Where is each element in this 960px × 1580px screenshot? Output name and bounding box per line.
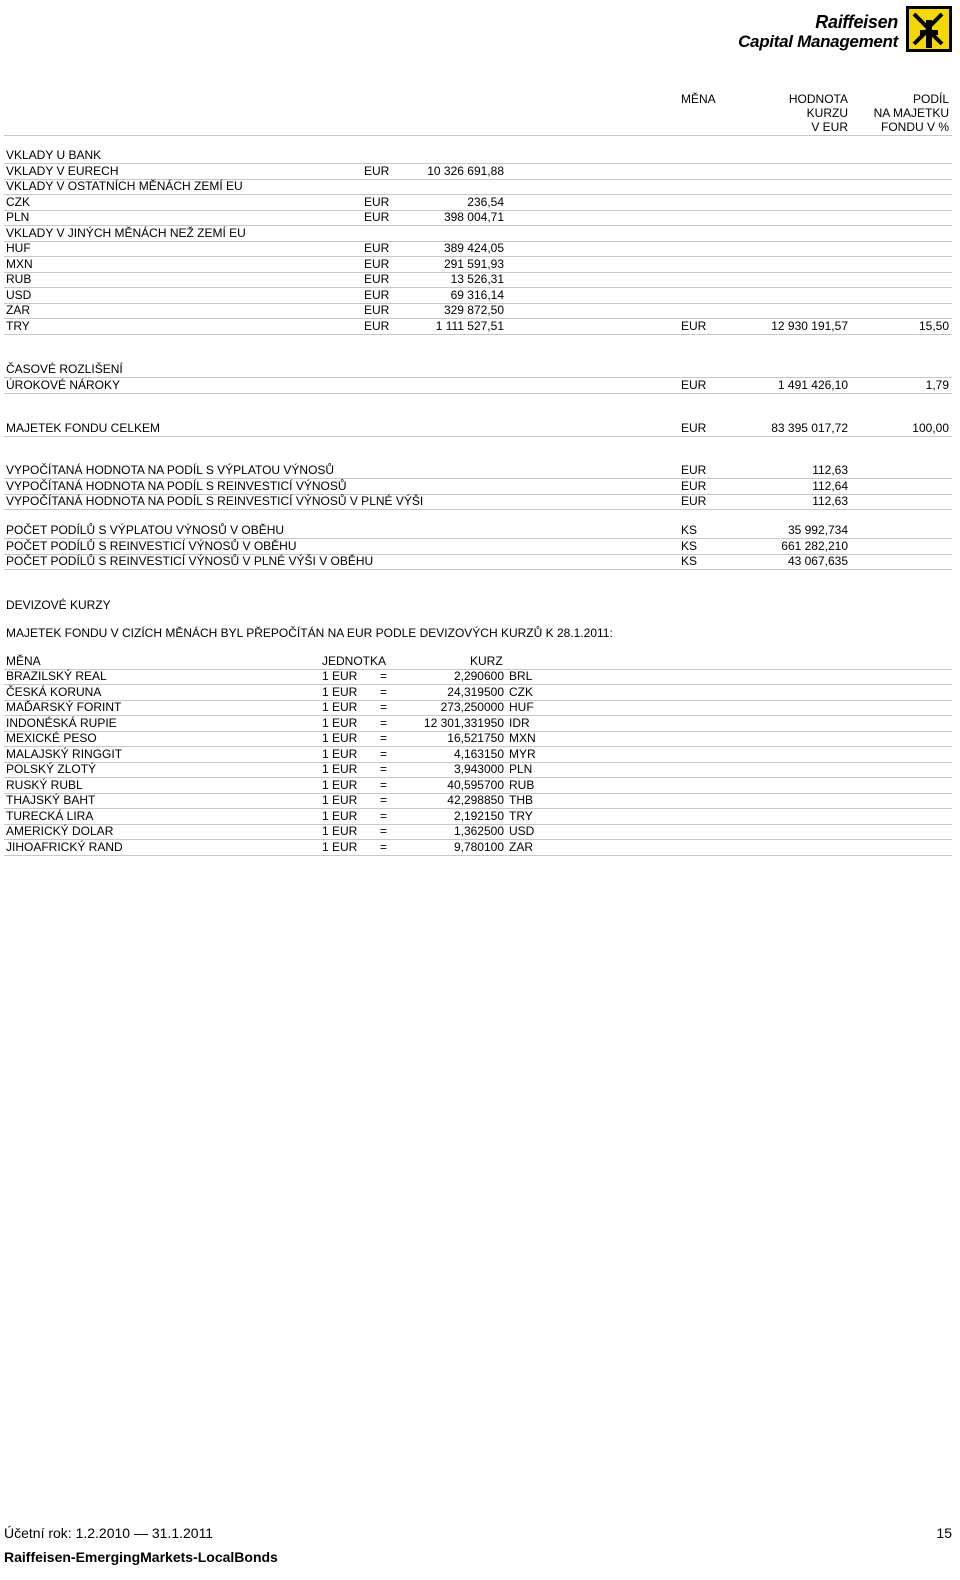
row-currency: EUR [364, 287, 390, 302]
row-currency: EUR [364, 272, 390, 286]
fx-unit: 1 EUR [322, 746, 358, 761]
column-header-podil: PODÍL NA MAJETKU FONDU V % [873, 92, 949, 134]
fx-row [6, 793, 952, 808]
row-value: 43 067,635 [787, 554, 848, 568]
fx-unit: 1 EUR [322, 793, 358, 807]
row-amount: 329 872,50 [443, 303, 504, 317]
row-label: POČET PODÍLŮ S VÝPLATOU VÝNOSŮ V OBĚHU [6, 523, 285, 537]
accrual-row [6, 362, 952, 377]
deposit-row [6, 195, 952, 210]
row-percent: 15,50 [918, 318, 949, 333]
row-label: VKLADY U BANK [6, 148, 102, 162]
row-label: PLN [6, 210, 30, 224]
row-label: TRY [6, 318, 30, 333]
fx-name: INDONÉSKÁ RUPIE [6, 715, 117, 730]
row-label: VKLADY V OSTATNÍCH MĚNÁCH ZEMÍ EU [6, 179, 243, 193]
fx-unit: 1 EUR [322, 669, 358, 683]
deposit-row [6, 303, 952, 318]
row-label: VYPOČÍTANÁ HODNOTA NA PODÍL S REINVESTICÍ VÝNOSŮ [6, 478, 347, 493]
header-divider [4, 135, 952, 136]
fx-unit: 1 EUR [322, 715, 358, 730]
units-row [6, 523, 952, 538]
fx-name: MALAJSKÝ RINGGIT [6, 746, 123, 761]
row-label: POČET PODÍLŮ S REINVESTICÍ VÝNOSŮ V PLNÉ VÝŠI V OBĚHU [6, 554, 374, 568]
fx-code: HUF [509, 700, 534, 714]
fx-row [6, 778, 952, 793]
units-row [6, 554, 952, 569]
footer-period: Účetní rok: 1.2.2010 — 31.1.2011 [4, 1525, 214, 1541]
row-amount: 13 526,31 [450, 272, 504, 286]
fx-unit: 1 EUR [322, 700, 358, 714]
fx-code: TRY [509, 808, 533, 823]
fx-code: PLN [509, 762, 533, 776]
gable-cross-icon [906, 6, 952, 52]
fx-col-mena: MĚNA [6, 654, 41, 668]
row-currency-2: EUR [681, 318, 707, 333]
fx-code: THB [509, 793, 533, 807]
deposit-row [6, 319, 952, 334]
row-value: 35 992,734 [787, 523, 848, 537]
row-value: 112,63 [812, 463, 848, 477]
row-amount: 69 316,14 [450, 287, 504, 302]
fx-code: USD [509, 824, 535, 838]
fx-rate: 40,595700 [447, 777, 504, 792]
fx-equals: = [380, 839, 388, 854]
page-number: 15 [936, 1525, 952, 1541]
fx-row [6, 747, 952, 762]
fx-unit: 1 EUR [322, 762, 358, 776]
units-row [6, 539, 952, 554]
fx-rate: 2,290600 [453, 669, 504, 683]
fx-rate: 1,362500 [453, 824, 504, 838]
fx-name: BRAZILSKÝ REAL [6, 669, 107, 683]
fx-code: RUB [509, 777, 535, 792]
row-percent: 1,79 [925, 377, 949, 392]
row-label: VKLADY V EURECH [6, 163, 119, 178]
row-value: 12 930 191,57 [771, 318, 848, 333]
fx-rate: 9,780100 [453, 839, 504, 854]
fx-row [6, 700, 952, 715]
fx-name: TURECKÁ LIRA [6, 808, 94, 823]
logo-line2: Capital Management [738, 32, 898, 51]
fx-name: AMERICKÝ DOLAR [6, 824, 114, 838]
row-label: HUF [6, 241, 31, 255]
row-currency: EUR [681, 421, 707, 435]
row-amount: 236,54 [467, 194, 504, 209]
fx-unit: 1 EUR [322, 684, 358, 699]
deposit-row [6, 226, 952, 241]
row-currency: KS [681, 538, 698, 553]
row-currency: EUR [681, 478, 707, 493]
fx-row [6, 669, 952, 684]
fx-equals: = [380, 824, 388, 838]
fx-row [6, 685, 952, 700]
fx-row [6, 731, 952, 746]
fx-name: THAJSKÝ BAHT [6, 793, 96, 807]
fx-code: BRL [509, 669, 533, 683]
raiffeisen-logo [728, 4, 954, 54]
fx-rate: 273,250000 [440, 700, 504, 714]
deposit-row [6, 210, 952, 225]
fx-equals: = [380, 684, 388, 699]
fx-name: ČESKÁ KORUNA [6, 684, 102, 699]
column-header-hodnota: HODNOTA KURZU V EUR [788, 92, 848, 134]
deposit-row [6, 257, 952, 272]
deposit-row [6, 179, 952, 194]
fx-title: DEVIZOVÉ KURZY [6, 598, 111, 612]
fx-equals: = [380, 731, 388, 745]
row-currency: EUR [681, 494, 707, 508]
row-currency: KS [681, 554, 698, 568]
fx-equals: = [380, 777, 388, 792]
fx-row [6, 824, 952, 839]
logo-line1: Raiffeisen [815, 12, 898, 32]
fx-rate: 16,521750 [447, 731, 504, 745]
row-label: VYPOČÍTANÁ HODNOTA NA PODÍL S VÝPLATOU VÝNOSŮ [6, 463, 335, 477]
fx-rate: 4,163150 [453, 746, 504, 761]
fx-unit: 1 EUR [322, 731, 358, 745]
fx-equals: = [380, 746, 388, 761]
deposit-row [6, 241, 952, 256]
row-percent: 100,00 [912, 421, 949, 435]
fx-col-kurz: KURZ [470, 654, 503, 668]
fx-unit: 1 EUR [322, 808, 358, 823]
fx-equals: = [380, 700, 388, 714]
fx-rate: 24,319500 [447, 684, 504, 699]
fx-rate: 12 301,331950 [423, 715, 504, 730]
row-amount: 1 111 527,51 [435, 318, 504, 333]
row-value: 112,63 [812, 494, 848, 508]
fx-code: CZK [509, 684, 533, 699]
row-label: MXN [6, 256, 33, 271]
row-label: USD [6, 287, 32, 302]
row-currency: EUR [681, 463, 707, 477]
fx-unit: 1 EUR [322, 824, 358, 838]
fx-unit: 1 EUR [322, 777, 358, 792]
nav-row [6, 494, 952, 509]
nav-row [6, 463, 952, 478]
row-label: ČASOVÉ ROZLIŠENÍ [6, 362, 123, 376]
total-row [6, 421, 952, 436]
fx-row [6, 840, 952, 855]
row-amount: 389 424,05 [443, 241, 504, 255]
row-currency: EUR [681, 377, 707, 392]
row-amount: 10 326 691,88 [427, 163, 504, 178]
row-label: RUB [6, 272, 32, 286]
row-value: 1 491 426,10 [777, 377, 848, 392]
row-currency: EUR [364, 163, 390, 178]
fx-code: IDR [509, 715, 530, 730]
deposit-row [6, 164, 952, 179]
fx-row [6, 809, 952, 824]
fund-name: Raiffeisen-EmergingMarkets-LocalBonds [4, 1549, 278, 1565]
row-currency: EUR [364, 210, 390, 224]
row-label: POČET PODÍLŮ S REINVESTICÍ VÝNOSŮ V OBĚHU [6, 538, 297, 553]
fx-unit: 1 EUR [322, 839, 358, 854]
fx-name: MEXICKÉ PESO [6, 731, 97, 745]
fx-name: MAĎARSKÝ FORINT [6, 700, 122, 714]
row-label: ZAR [6, 303, 30, 317]
row-label: MAJETEK FONDU CELKEM [6, 421, 161, 435]
row-label: VYPOČÍTANÁ HODNOTA NA PODÍL S REINVESTICÍ VÝNOSŮ V PLNÉ VÝŠI [6, 494, 424, 508]
fx-equals: = [380, 793, 388, 807]
fx-code: MXN [509, 731, 536, 745]
row-amount: 291 591,93 [443, 256, 504, 271]
fx-name: POLSKÝ ZLOTÝ [6, 762, 97, 776]
deposit-row [6, 288, 952, 303]
deposit-row [6, 148, 952, 163]
fx-header-row [6, 654, 952, 669]
fx-row [6, 716, 952, 731]
fx-name: RUSKÝ RUBL [6, 777, 83, 792]
row-currency: EUR [364, 318, 390, 333]
row-value: 83 395 017,72 [771, 421, 848, 435]
row-label: ÚROKOVÉ NÁROKY [6, 377, 121, 392]
fx-equals: = [380, 669, 388, 683]
fx-code: MYR [509, 746, 536, 761]
fx-equals: = [380, 762, 388, 776]
row-currency: EUR [364, 256, 390, 271]
nav-row [6, 479, 952, 494]
row-value: 112,64 [812, 478, 848, 493]
row-currency: EUR [364, 303, 390, 317]
accrual-row [6, 378, 952, 393]
fx-rate: 2,192150 [453, 808, 504, 823]
row-label: VKLADY V JINÝCH MĚNÁCH NEŽ ZEMÍ EU [6, 225, 246, 240]
row-currency: KS [681, 523, 698, 537]
fx-row [6, 762, 952, 777]
fx-col-jednotka: JEDNOTKA [322, 654, 387, 668]
fx-equals: = [380, 808, 388, 823]
fx-note: MAJETEK FONDU V CIZÍCH MĚNÁCH BYL PŘEPOČÍTÁN NA EUR PODLE DEVIZOVÝCH KURZŮ K 28.1.2011: [6, 626, 613, 640]
fx-rate: 42,298850 [447, 793, 504, 807]
row-amount: 398 004,71 [443, 210, 504, 224]
fx-rate: 3,943000 [453, 762, 504, 776]
row-currency: EUR [364, 194, 390, 209]
row-currency: EUR [364, 241, 390, 255]
row-value: 661 282,210 [781, 538, 848, 553]
row-label: CZK [6, 194, 30, 209]
deposit-row [6, 272, 952, 287]
fx-equals: = [380, 715, 388, 730]
fx-name: JIHOAFRICKÝ RAND [6, 839, 123, 854]
column-header-mena: MĚNA [681, 92, 716, 106]
fx-code: ZAR [509, 839, 533, 854]
